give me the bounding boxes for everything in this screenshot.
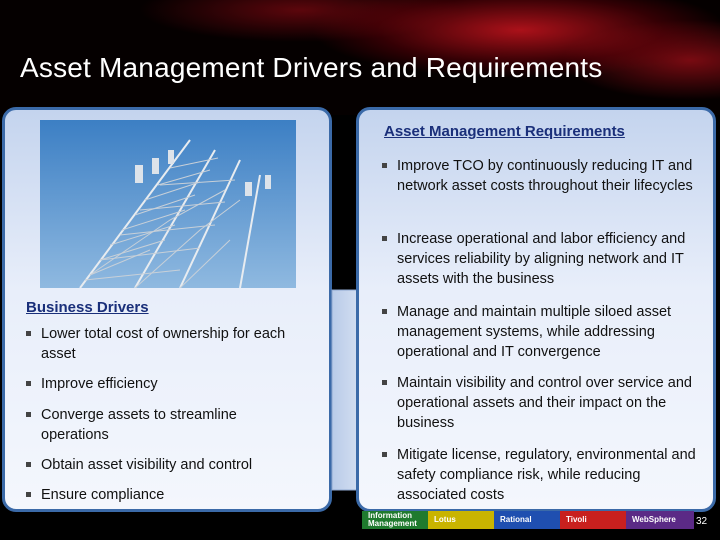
bullet-icon (26, 412, 31, 417)
software-brands-bar (362, 511, 694, 529)
list-item: Lower total cost of ownership for each asset (26, 324, 286, 364)
list-item: Increase operational and labor efficiency and services reliability by aligning network and IT assets with the business (382, 229, 702, 289)
requirements-heading: Asset Management Requirements (384, 123, 625, 140)
bullet-icon (26, 381, 31, 386)
business-drivers-heading: Business Drivers (26, 299, 149, 316)
brand-lotus: Lotus (428, 511, 494, 529)
list-item: Improve efficiency (26, 374, 286, 394)
brand-tivoli: Tivoli (560, 511, 626, 529)
list-item: Mitigate license, regulatory, environmental and safety compliance risk, while reducing associated costs (382, 445, 707, 505)
bullet-icon (26, 462, 31, 467)
page-number: 32 (696, 516, 708, 527)
list-item: Improve TCO by continuously reducing IT and network asset costs throughout their lifecycles (382, 156, 702, 196)
cell-tower-image (40, 120, 296, 288)
brand-websphere: WebSphere (626, 511, 694, 529)
list-item: Obtain asset visibility and control (26, 455, 306, 475)
bullet-icon (382, 236, 387, 241)
brand-information-management: Information Management (362, 511, 428, 529)
bullet-icon (382, 163, 387, 168)
bullet-icon (382, 452, 387, 457)
list-item: Maintain visibility and control over service and operational assets and their impact on the business (382, 373, 707, 433)
bullet-icon (26, 331, 31, 336)
brand-rational: Rational (494, 511, 560, 529)
page-title: Asset Management Drivers and Requirements (20, 52, 603, 83)
bullet-icon (26, 492, 31, 497)
bullet-icon (382, 380, 387, 385)
list-item: Manage and maintain multiple siloed asset management systems, while addressing operational and IT convergence (382, 302, 707, 362)
list-item: Ensure compliance (26, 485, 286, 505)
bullet-icon (382, 309, 387, 314)
list-item: Converge assets to streamline operations (26, 405, 276, 445)
